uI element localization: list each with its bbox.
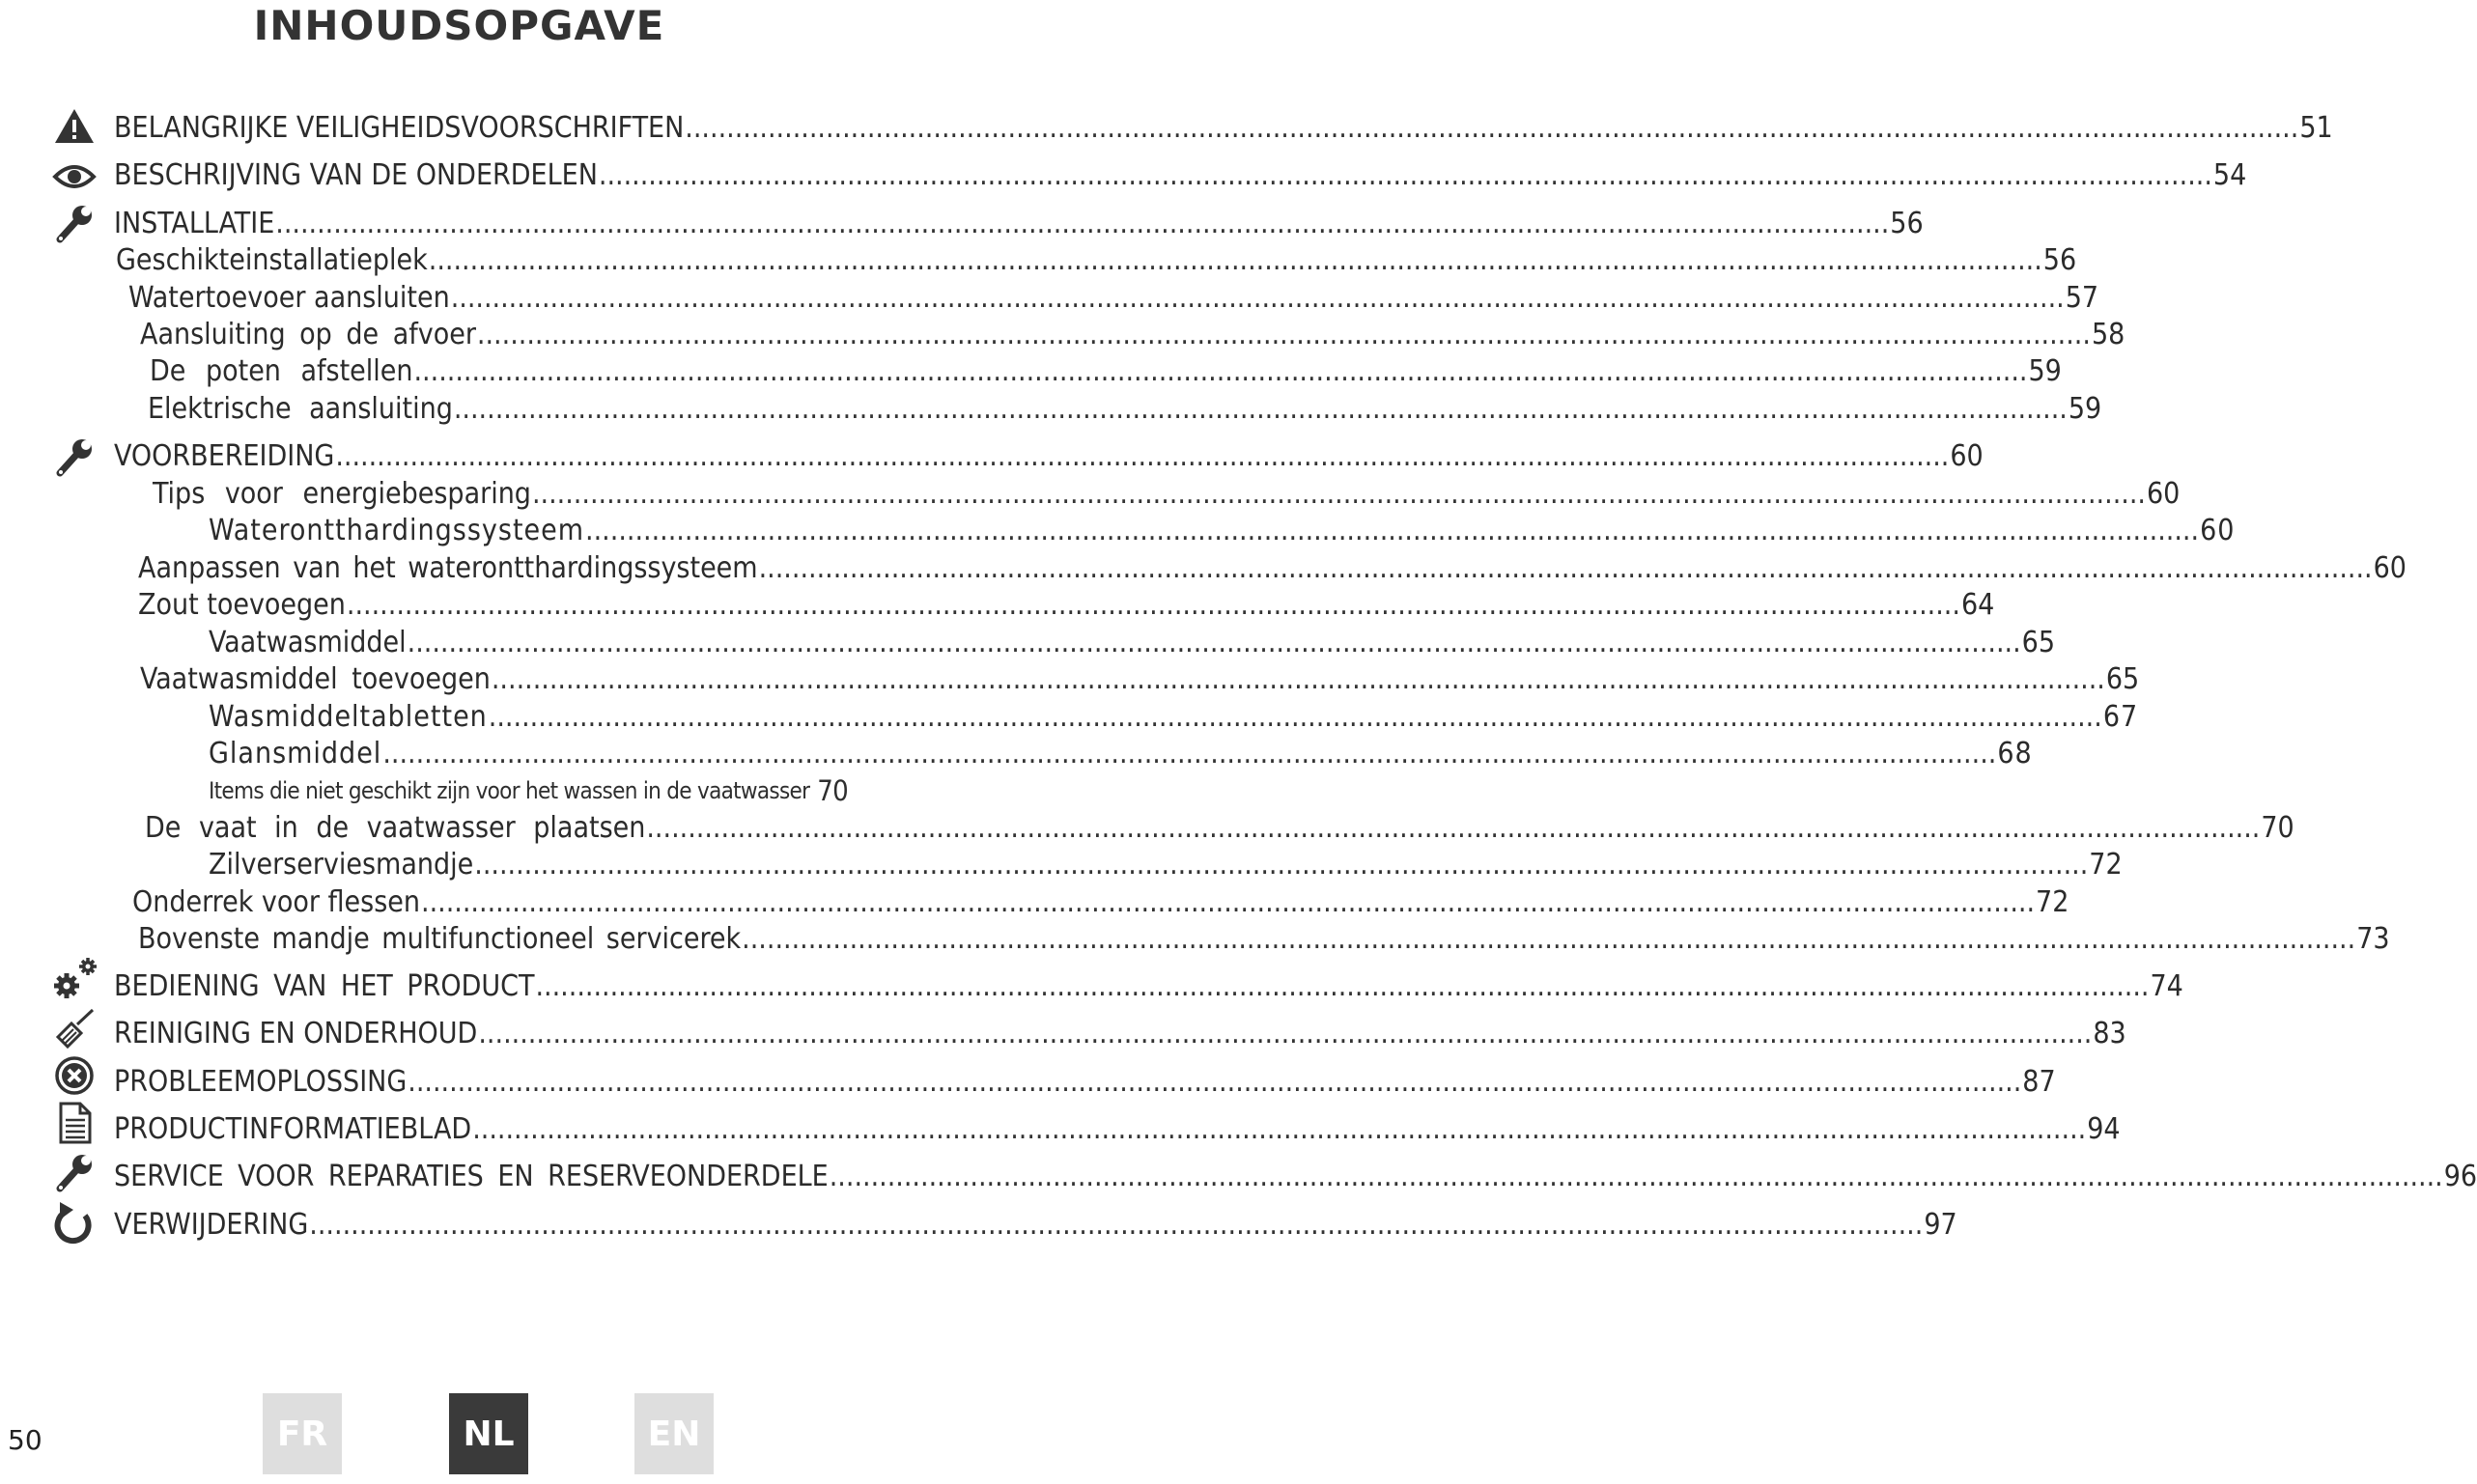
toc-dots: ................................................................................................................................................................................................... bbox=[407, 626, 2021, 659]
toc-dots: ................................................................................................................................................................................................... bbox=[742, 922, 2356, 956]
toc-entry[interactable] bbox=[209, 514, 2236, 547]
toc-label: SERVICE VOOR REPARATIES EN RESERVEONDERDELE bbox=[114, 1160, 829, 1193]
toc-dots: ................................................................................................................................................................................................... bbox=[453, 392, 2068, 426]
toc-page: 74 bbox=[2150, 969, 2183, 1003]
toc-dots: ................................................................................................................................................................................................... bbox=[646, 811, 2261, 845]
toc-label: Vaatwasmiddel toevoegen bbox=[140, 662, 491, 696]
page-title: INHOUDSOPGAVE bbox=[253, 2, 665, 49]
toc-label: Vaatwasmiddel bbox=[209, 626, 407, 659]
toc-label: Glansmiddel bbox=[209, 737, 382, 770]
toc-dots: ................................................................................................................................................................................................... bbox=[309, 1208, 1924, 1242]
toc-dots: ................................................................................................................................................................................................... bbox=[335, 439, 1950, 473]
toc-dots: ................................................................................................................................................................................................... bbox=[598, 158, 2212, 192]
language-tab-en[interactable]: EN bbox=[634, 1393, 714, 1474]
toc-dots: ................................................................................................................................................................................................... bbox=[382, 737, 1997, 770]
toc-label: VOORBEREIDING bbox=[114, 439, 335, 473]
toc-dots: ................................................................................................................................................................................................... bbox=[535, 969, 2150, 1003]
toc-page: 70 bbox=[817, 774, 849, 807]
toc-dots: ................................................................................................................................................................................................... bbox=[585, 514, 2200, 547]
toc-entry[interactable] bbox=[114, 207, 1924, 240]
toc-label: Geschikteinstallatieplek bbox=[116, 243, 428, 277]
toc-entry[interactable] bbox=[114, 1017, 2126, 1050]
toc-label: VERWIJDERING bbox=[114, 1208, 309, 1242]
toc-label: BEDIENING VAN HET PRODUCT bbox=[114, 969, 535, 1003]
toc-page: 68 bbox=[1997, 737, 2033, 770]
toc-entry[interactable] bbox=[138, 588, 1995, 622]
toc-page: 83 bbox=[2093, 1017, 2126, 1050]
wrench-icon bbox=[52, 1152, 97, 1192]
toc-dots: ................................................................................................................................................................................................... bbox=[491, 662, 2105, 696]
toc-entry[interactable] bbox=[209, 737, 2033, 770]
toc-label: Zilverserviesmandje bbox=[209, 848, 474, 882]
toc-page: 65 bbox=[2021, 626, 2056, 659]
toc-dots: ................................................................................................................................................................................................... bbox=[450, 281, 2065, 315]
toc-entry[interactable] bbox=[128, 281, 2099, 315]
toc-entry[interactable] bbox=[140, 318, 2125, 351]
toc-dots: ................................................................................................................................................................................................... bbox=[488, 700, 2102, 734]
toc-label: INSTALLATIE bbox=[114, 207, 275, 240]
toc-page: 57 bbox=[2065, 281, 2099, 315]
toc-dots: ................................................................................................................................................................................................... bbox=[531, 477, 2146, 511]
toc-dots: ................................................................................................................................................................................................... bbox=[472, 1112, 2087, 1146]
warning-icon bbox=[52, 106, 97, 147]
toc-page: 54 bbox=[2212, 158, 2247, 192]
toc-entry[interactable] bbox=[138, 551, 2407, 585]
toc-label: De poten afstellen bbox=[150, 354, 413, 388]
toc-entry[interactable] bbox=[209, 626, 2056, 659]
toc-entry[interactable] bbox=[145, 811, 2294, 845]
toc-entry[interactable] bbox=[209, 774, 902, 807]
toc-page: 72 bbox=[2089, 848, 2123, 882]
toc-entry[interactable] bbox=[116, 243, 2077, 277]
toc-label: Waterontthardingssysteem bbox=[209, 514, 585, 547]
toc-entry[interactable] bbox=[114, 158, 2247, 192]
toc-label: PRODUCTINFORMATIEBLAD bbox=[114, 1112, 472, 1146]
toc-entry[interactable] bbox=[153, 477, 2181, 511]
toc-page: 60 bbox=[2146, 477, 2181, 511]
brush-icon bbox=[52, 1008, 97, 1049]
toc-dots: ................................................................................................................................................................................................... bbox=[476, 318, 2091, 351]
toc-entry[interactable] bbox=[150, 354, 2062, 388]
toc-page: 59 bbox=[2068, 392, 2102, 426]
toc-entry[interactable] bbox=[114, 1065, 2056, 1099]
toc-dots: ................................................................................................................................................................................................... bbox=[346, 588, 1960, 622]
toc-entry[interactable] bbox=[138, 922, 2390, 956]
toc-label: Watertoevoer aansluiten bbox=[128, 281, 450, 315]
toc-label: De vaat in de vaatwasser plaatsen bbox=[145, 811, 646, 845]
document-icon bbox=[52, 1103, 97, 1143]
toc-label: Tips voor energiebesparing bbox=[153, 477, 531, 511]
toc-entry[interactable] bbox=[114, 111, 2333, 145]
toc-label: BESCHRIJVING VAN DE ONDERDELEN bbox=[114, 158, 598, 192]
toc-page: 67 bbox=[2102, 700, 2139, 734]
toc-label: BELANGRIJKE VEILIGHEIDSVOORSCHRIFTEN bbox=[114, 111, 685, 145]
language-tab-fr[interactable]: FR bbox=[263, 1393, 342, 1474]
toc-page: 87 bbox=[2022, 1065, 2056, 1099]
toc-page: 60 bbox=[2200, 514, 2236, 547]
toc-label: Bovenste mandje multifunctioneel servicerek bbox=[138, 922, 742, 956]
toc-label: REINIGING EN ONDERHOUD bbox=[114, 1017, 478, 1050]
wrench-icon bbox=[52, 436, 97, 477]
toc-page: 60 bbox=[1950, 439, 1984, 473]
toc-page: 51 bbox=[2299, 111, 2333, 145]
toc-label: Zout toevoegen bbox=[138, 588, 346, 622]
gears-icon bbox=[52, 959, 97, 999]
toc-page: 94 bbox=[2087, 1112, 2121, 1146]
error-circle-icon bbox=[52, 1055, 97, 1096]
toc-entry[interactable] bbox=[140, 662, 2140, 696]
eye-icon bbox=[52, 156, 97, 197]
toc-page: 58 bbox=[2091, 318, 2125, 351]
toc-page: 70 bbox=[2261, 811, 2294, 845]
toc-label: Onderrek voor flessen bbox=[132, 885, 421, 919]
toc-label: Items die niet geschikt zijn voor het wassen in de vaatwasser bbox=[209, 777, 810, 804]
language-tab-nl[interactable]: NL bbox=[449, 1393, 528, 1474]
toc-dots: ................................................................................................................................................................................................... bbox=[421, 885, 2036, 919]
toc-page: 60 bbox=[2373, 551, 2407, 585]
toc-dots: ................................................................................................................................................................................................... bbox=[413, 354, 2028, 388]
toc-page: 64 bbox=[1960, 588, 1995, 622]
toc-dots: ................................................................................................................................................................................................... bbox=[685, 111, 2299, 145]
toc-label: Elektrische aansluiting bbox=[148, 392, 453, 426]
toc-label: Aanpassen van het waterontthardingssysteem bbox=[138, 551, 758, 585]
toc-dots: ................................................................................................................................................................................................... bbox=[829, 1160, 2443, 1193]
toc-label: Wasmiddeltabletten bbox=[209, 700, 488, 734]
toc-entry[interactable] bbox=[148, 392, 2102, 426]
toc-dots: ................................................................................................................................................................................................... bbox=[758, 551, 2373, 585]
toc-page: 96 bbox=[2443, 1160, 2477, 1193]
toc-entry[interactable] bbox=[114, 969, 2183, 1003]
toc-page: 56 bbox=[1890, 207, 1924, 240]
toc-entry[interactable] bbox=[114, 1160, 2477, 1193]
page-number: 50 bbox=[8, 1424, 42, 1456]
toc-entry[interactable] bbox=[209, 848, 2123, 882]
toc-dots: ................................................................................................................................................................................................... bbox=[428, 243, 2042, 277]
toc-entry[interactable] bbox=[114, 439, 1984, 473]
toc-page: 73 bbox=[2356, 922, 2390, 956]
toc-entry[interactable] bbox=[132, 885, 2069, 919]
toc-entry[interactable] bbox=[114, 1208, 1957, 1242]
wrench-icon bbox=[52, 203, 97, 243]
toc-page: 56 bbox=[2042, 243, 2077, 277]
toc-page: 59 bbox=[2028, 354, 2062, 388]
toc-page: 65 bbox=[2105, 662, 2140, 696]
toc-page: 97 bbox=[1924, 1208, 1957, 1242]
toc-entry[interactable] bbox=[114, 1112, 2121, 1146]
toc-dots: ................................................................................................................................................................................................... bbox=[478, 1017, 2093, 1050]
toc-page: 72 bbox=[2036, 885, 2069, 919]
toc-label: Aansluiting op de afvoer bbox=[140, 318, 476, 351]
toc-dots: ................................................................................................................................................................................................... bbox=[408, 1065, 2022, 1099]
toc-label: PROBLEEMOPLOSSING bbox=[114, 1065, 408, 1099]
recycle-arrow-icon bbox=[52, 1203, 97, 1244]
toc-dots: ................................................................................................................................................................................................... bbox=[474, 848, 2089, 882]
toc-entry[interactable] bbox=[209, 700, 2139, 734]
toc-dots: ................................................................................................................................................................................................... bbox=[275, 207, 1890, 240]
